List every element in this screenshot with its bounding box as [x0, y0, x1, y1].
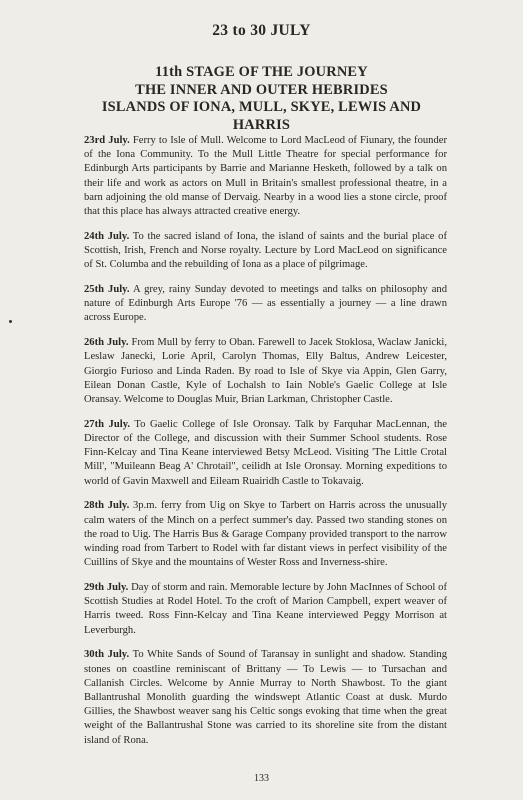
- entry-text: 3p.m. ferry from Uig on Skye to Tarbert on Harris across the unusually calm waters of the Minch on a perfect summer's day. Passed two standing stones on the road to Uig. The Harris Bus & Garage Company provided transport to the narrow winding road from Tarbert to Rodel with far distant views in perfect visibility of the Cuillins of Skye and the mountains of Wester Ross and Inverness-shire.: [84, 500, 448, 569]
- stage-heading-line: THE INNER AND OUTER HEBRIDES: [135, 81, 388, 98]
- entry-date: 24th July.: [84, 230, 130, 242]
- entry-date: 27th July.: [84, 418, 131, 430]
- diary-entry: [84, 336, 447, 407]
- entry-text: To White Sands of Sound of Taransay in sunlight and shadow. Standing stones on coastline reminiscant of Brittany — To Lewis — to Tursachan and Callanish Circles. Welcome by Annie Murray to North Shawbost. To the giant Ballantrushal Monolith guarding the windswept Atlantic Coast at dusk. Murdo Gillies, the Shawbost weaver sang his Celtic songs evoking that time when the great weight of the Ballantrushal Stone was carried to its shoreline site from the distant island of Rona.: [84, 649, 447, 746]
- diary-entry: [84, 418, 447, 489]
- diary-entry: [84, 581, 447, 638]
- diary-entry: [84, 648, 447, 747]
- entry-date: 30th July.: [84, 649, 130, 661]
- margin-mark: [9, 320, 12, 323]
- diary-entries: [84, 134, 447, 758]
- stage-heading-line: 11th STAGE OF THE JOURNEY: [155, 64, 368, 80]
- diary-entry: [84, 134, 447, 219]
- stage-heading: [60, 64, 463, 134]
- diary-entry: [84, 499, 447, 570]
- diary-entry: [84, 283, 447, 326]
- entry-text: A grey, rainy Sunday devoted to meetings and talks on philosophy and nature of Edinburgh Arts Europe '76 — as essentially a journey — a line drawn across Europe.: [84, 284, 447, 324]
- entry-date: 23rd July.: [84, 135, 130, 146]
- entry-text: Ferry to Isle of Mull. Welcome to Lord MacLeod of Fiunary, the founder of the Iona Community. To the Mull Little Theatre for special performance for Edinburgh Arts participants by Barrie and Marianne Hesketh, followed by a talk on their life and work as actors on Mull in Britain's smallest professional theatre, in a barn adjoining the old manse of Dervaig. Nearby in a wood lies a stone circle, proof that this place has always attracted creative energy.: [84, 135, 447, 218]
- entry-text: From Mull by ferry to Oban. Farewell to Jacek Stoklosa, Waclaw Janicki, Leslaw Janecki, Lorie April, Carolyn Thomas, Elly Baltus, Andrew Leicester, Giorgio Furioso and Linda Raden. By road to Isle of Skye via Appin, Glen Garry, Eilean Donan Castle, Kyle of Lochalsh to Iain Noble's Gaelic College at Isle Oransay. Welcome to Douglas Muir, Brian Larkman, Christopher Castle.: [84, 337, 447, 406]
- entry-date: 26th July.: [84, 337, 129, 349]
- entry-text: To Gaelic College of Isle Oronsay. Talk by Farquhar MacLennan, the Director of the College, and discussion with their Summer School students. Rose Finn-Kelcay and Tina Keane interviewed Betsy McLeod. Visiting 'The Little Crotal Mill', "Muileann Beag A' Chrotail", ceilidh at Isle Oronsay. Morning expeditions to world of Gavin Maxwell and Eileam Ruairidh Castle to Tokavaig.: [84, 418, 447, 487]
- page-number: 133: [254, 773, 269, 784]
- entry-text: Day of storm and rain. Memorable lecture by John MacInnes of School of Scottish Studies at Rodel Hotel. To the croft of Marion Campbell, expert weaver of Harris tweed. Ross Finn-Kelcay and Tina Keane interviewed Peggy Morrison at Leverburgh.: [84, 582, 447, 636]
- diary-entry: [84, 230, 447, 273]
- entry-date: 29th July.: [84, 582, 129, 594]
- stage-heading-line: HARRIS: [232, 116, 291, 133]
- entry-text: To the sacred island of Iona, the island of saints and the burial place of Scottish, Irish, French and Norse royalty. Lecture by Lord MacLeod on significance of St. Columba and the rebuilding of Iona as a place of pilgrimage.: [84, 230, 447, 271]
- date-range-heading: 23 to 30 JULY: [212, 22, 311, 39]
- entry-date: 25th July.: [84, 284, 130, 296]
- entry-date: 28th July.: [84, 500, 130, 512]
- stage-heading-line: ISLANDS OF IONA, MULL, SKYE, LEWIS AND: [101, 99, 422, 115]
